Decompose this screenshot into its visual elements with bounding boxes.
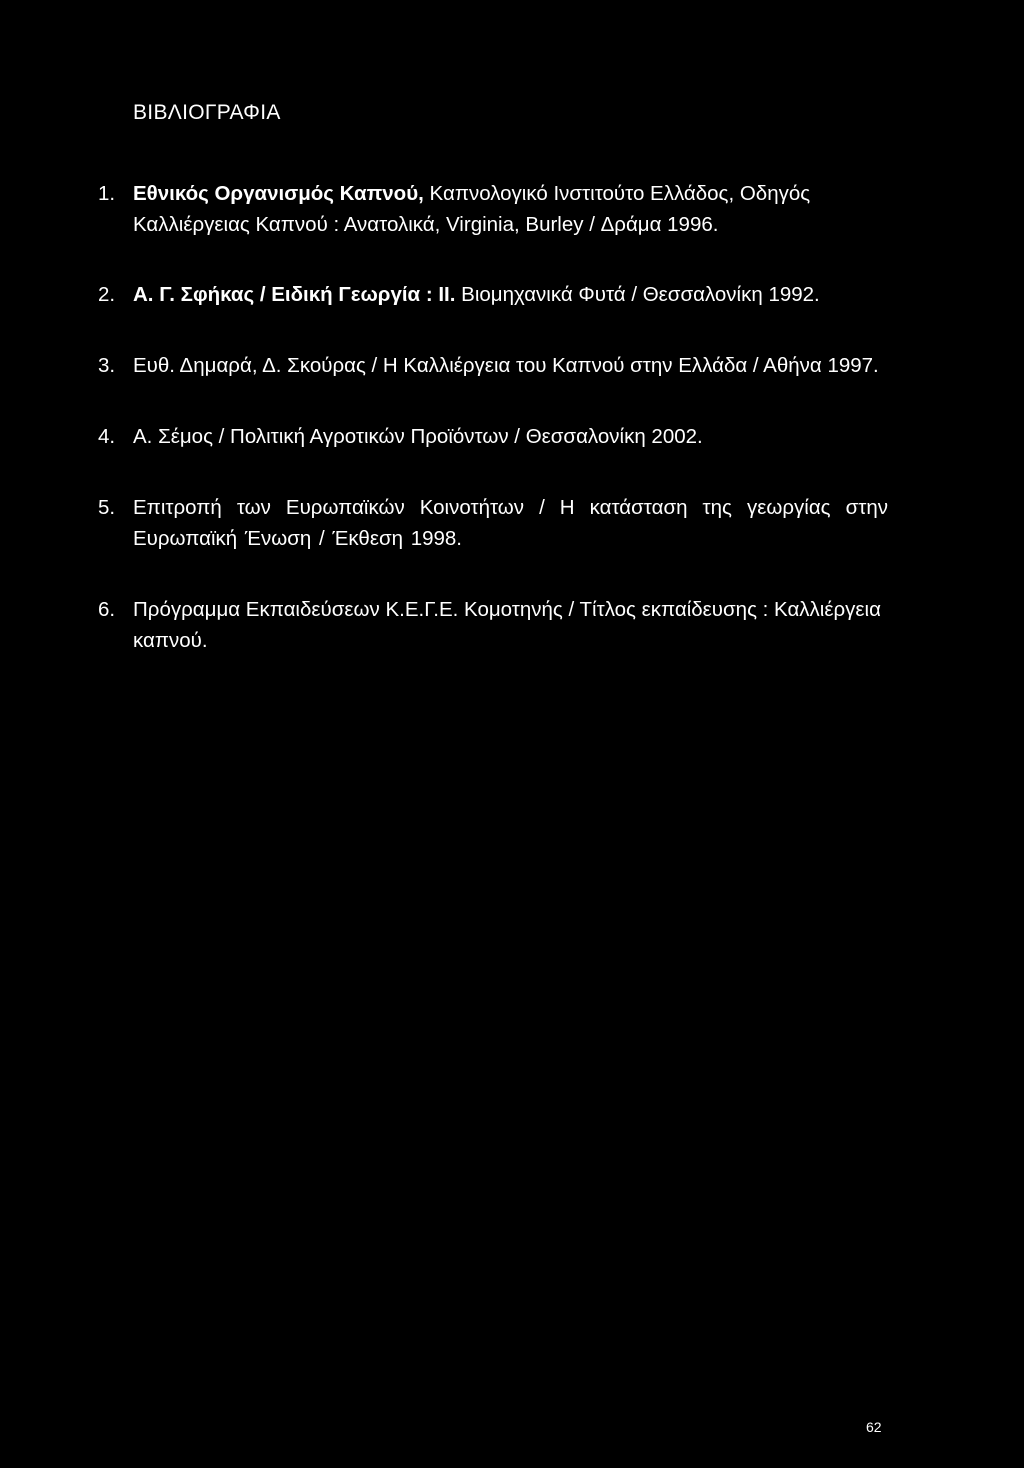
reference-author: Εθνικός Οργανισμός Καπνού, — [133, 182, 424, 205]
reference-number: 4. — [98, 425, 116, 448]
reference-text: Καπνολογικό Ινστιτούτο Ελλάδος, Οδηγός Καλλιέργειας Καπνού : Ανατολικά, Virginia, Burley / Δράμα 1996. — [133, 182, 811, 236]
reference-item-6 — [98, 594, 888, 656]
reference-item-5 — [98, 492, 888, 554]
page-number: 62 — [866, 1419, 882, 1435]
reference-number: 5. — [98, 496, 116, 519]
reference-author: Α. Γ. Σφήκας / Ειδική Γεωργία : II. — [133, 283, 456, 306]
reference-item-3 — [98, 350, 888, 381]
reference-text: Βιομηχανικά Φυτά / Θεσσαλονίκη 1992. — [455, 283, 820, 306]
reference-text: Ευθ. Δημαρά, Δ. Σκούρας / Η Καλλιέργεια του Καπνού στην Ελλάδα / Αθήνα 1997. — [133, 354, 879, 377]
bibliography-heading: ΒΙΒΛΙΟΓΡΑΦΙΑ — [133, 101, 281, 124]
reference-item-4 — [98, 421, 888, 452]
reference-number: 1. — [98, 182, 116, 205]
reference-text: Επιτροπή των Ευρωπαϊκών Κοινοτήτων / Η κατάσταση της γεωργίας στην Ευρωπαϊκή Ένωση / Έκθεση 1998. — [133, 496, 888, 550]
reference-item-2 — [98, 279, 888, 310]
reference-text: Α. Σέμος / Πολιτική Αγροτικών Προϊόντων / Θεσσαλονίκη 2002. — [133, 425, 703, 448]
reference-number: 2. — [98, 283, 116, 306]
reference-number: 3. — [98, 354, 116, 377]
reference-text: Πρόγραμμα Εκπαιδεύσεων Κ.Ε.Γ.Ε. Κομοτηνής / Τίτλος εκπαίδευσης : Καλλιέργεια καπνού. — [133, 598, 881, 652]
reference-item-1 — [98, 178, 888, 240]
reference-list — [98, 178, 888, 656]
reference-number: 6. — [98, 598, 116, 621]
